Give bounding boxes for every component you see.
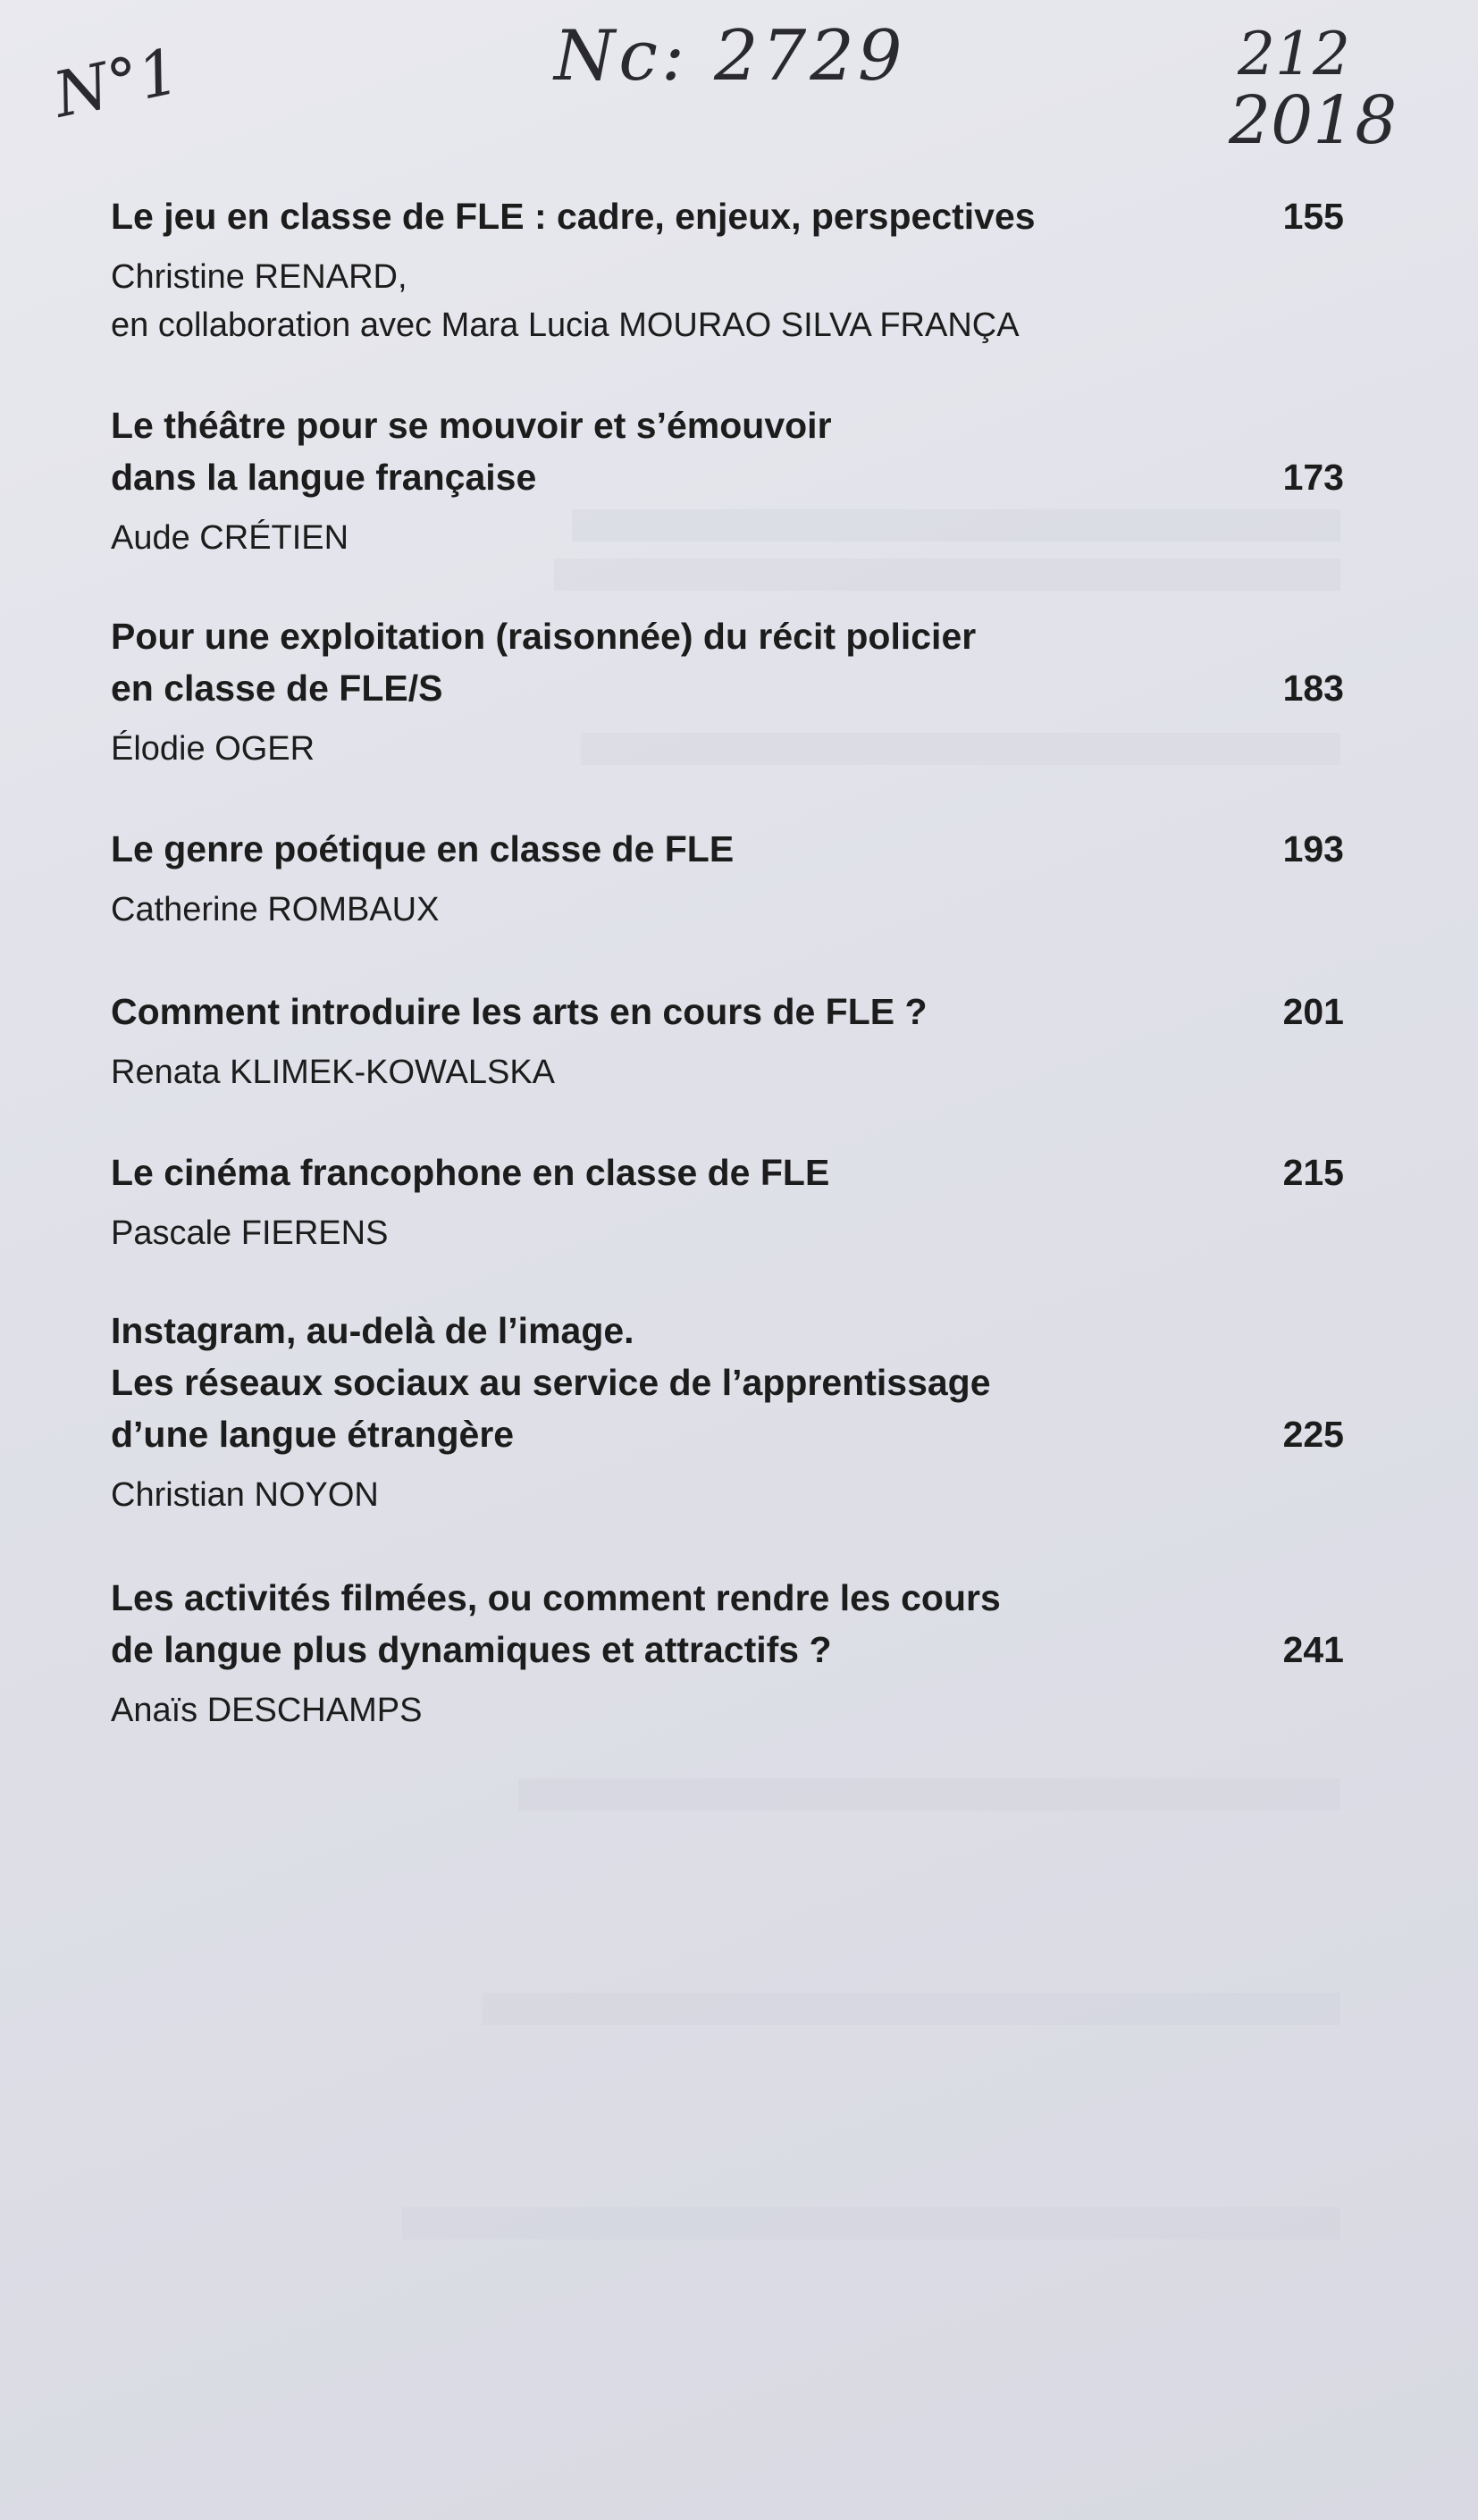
entry-author bbox=[111, 725, 1344, 773]
author-line: en collaboration avec Mara Lucia MOURAO SILVA FRANÇA bbox=[111, 307, 1020, 344]
entry-title bbox=[111, 1572, 1344, 1676]
handwritten-number: N°1 bbox=[47, 34, 186, 132]
title-line: dans la langue française bbox=[111, 457, 537, 498]
entry-author bbox=[111, 1471, 1344, 1519]
author-line: Renata KLIMEK-KOWALSKA bbox=[111, 1054, 556, 1091]
entry-author bbox=[111, 1048, 1344, 1096]
author-line: Christine RENARD, bbox=[111, 258, 407, 296]
entry-title bbox=[111, 1147, 1344, 1198]
entry-page-number: 183 bbox=[1282, 668, 1344, 709]
entry-page-number: 155 bbox=[1282, 196, 1344, 237]
entry-title bbox=[111, 190, 1344, 242]
toc-entry bbox=[111, 986, 1344, 1096]
title-line: Comment introduire les arts en cours de FLE ? bbox=[111, 991, 928, 1032]
entry-title bbox=[111, 823, 1344, 875]
author-line: Aude CRÉTIEN bbox=[111, 519, 349, 557]
author-line: Élodie OGER bbox=[111, 730, 315, 768]
entry-page-number: 173 bbox=[1282, 457, 1344, 498]
author-line: Catherine ROMBAUX bbox=[111, 891, 440, 928]
handwritten-year-top: 212 bbox=[1238, 20, 1350, 88]
toc-entry bbox=[111, 823, 1344, 934]
title-line: en classe de FLE/S bbox=[111, 668, 443, 709]
entry-title bbox=[111, 399, 1344, 503]
entry-page-number: 201 bbox=[1282, 991, 1344, 1032]
toc-entry bbox=[111, 1305, 1344, 1519]
entry-title bbox=[111, 1305, 1344, 1460]
title-line: Le genre poétique en classe de FLE bbox=[111, 828, 735, 869]
title-line: Les réseaux sociaux au service de l’apprentissage bbox=[111, 1362, 991, 1403]
handwritten-year-bottom: 2018 bbox=[1229, 82, 1398, 159]
entry-author bbox=[111, 1209, 1344, 1257]
title-line: Pour une exploitation (raisonnée) du récit policier bbox=[111, 616, 977, 657]
author-line: Christian NOYON bbox=[111, 1476, 379, 1514]
entry-page-number: 241 bbox=[1282, 1629, 1344, 1670]
toc-entry bbox=[111, 610, 1344, 773]
entry-title bbox=[111, 610, 1344, 714]
entry-page-number: 225 bbox=[1282, 1414, 1344, 1455]
title-line: de langue plus dynamiques et attractifs ? bbox=[111, 1629, 832, 1670]
entry-author bbox=[111, 514, 1344, 562]
entry-title bbox=[111, 986, 1344, 1037]
title-line: d’une langue étrangère bbox=[111, 1414, 515, 1455]
toc-entry bbox=[111, 190, 1344, 349]
entry-page-number: 215 bbox=[1282, 1152, 1344, 1193]
entry-author bbox=[111, 253, 1344, 349]
handwritten-code: Nc: 2729 bbox=[554, 16, 906, 97]
toc-entry bbox=[111, 1147, 1344, 1257]
entry-page-number: 193 bbox=[1282, 828, 1344, 869]
title-line: Le cinéma francophone en classe de FLE bbox=[111, 1152, 830, 1193]
toc-entry bbox=[111, 399, 1344, 562]
toc-entry bbox=[111, 1572, 1344, 1735]
title-line: Instagram, au-delà de l’image. bbox=[111, 1310, 634, 1351]
author-line: Pascale FIERENS bbox=[111, 1214, 389, 1252]
title-line: Les activités filmées, ou comment rendre les cours bbox=[111, 1577, 1001, 1618]
entry-author bbox=[111, 1686, 1344, 1735]
title-line: Le jeu en classe de FLE : cadre, enjeux, perspectives bbox=[111, 196, 1036, 237]
entry-author bbox=[111, 886, 1344, 934]
title-line: Le théâtre pour se mouvoir et s’émouvoir bbox=[111, 405, 832, 446]
author-line: Anaïs DESCHAMPS bbox=[111, 1692, 423, 1729]
